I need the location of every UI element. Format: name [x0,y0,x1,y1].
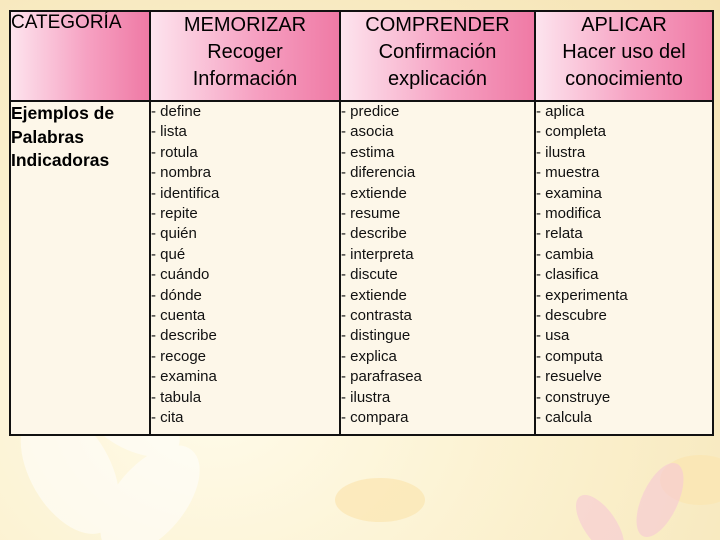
understand-header-line: Confirmación [378,41,497,63]
row-label-cell [10,101,150,435]
indicator-word: - cita [151,409,184,427]
indicator-word: - modifica [536,205,602,223]
indicator-word: - experimenta [536,286,628,304]
indicator-word: - distingue [341,327,411,345]
indicator-word: - aplica [536,103,585,120]
indicator-word: - extiende [341,286,407,304]
indicator-word: - examina [536,184,602,202]
row-label-line: Indicadoras [11,150,110,170]
understand-header [340,11,535,101]
indicator-word: - resuelve [536,368,602,386]
header-row [10,11,713,101]
indicator-word: - parafrasea [341,368,422,386]
apply-header-line: Hacer uso del [562,41,686,63]
indicator-word: - define [151,103,202,120]
apply-header-line: conocimiento [565,68,683,90]
indicator-word: - diferencia [341,164,416,182]
indicator-word: - dónde [151,286,202,304]
indicator-word: - repite [151,205,198,223]
indicator-word: - describe [151,327,217,345]
memorize-header-line: Información [192,68,298,90]
apply-header [535,11,713,101]
indicator-word: - examina [151,368,217,386]
indicator-word: - compara [341,409,409,427]
indicator-word: - quién [151,225,197,243]
indicator-word: - descubre [536,307,607,325]
blooms-taxonomy-table [9,10,714,436]
indicator-word: - recoge [151,347,207,365]
indicator-word: - usa [536,327,570,345]
indicator-word: - identifica [151,184,220,202]
row-label-line: Ejemplos de [11,103,115,123]
indicator-word: - computa [536,347,603,365]
indicator-word: - describe [341,225,407,243]
understand-header-line: explicación [388,68,487,90]
apply-header-line: APLICAR [581,14,667,36]
examples-row [10,101,713,435]
indicator-word: - relata [536,225,583,243]
indicator-word: - cuenta [151,307,206,325]
indicator-word: - interpreta [341,245,414,263]
indicator-word: - contrasta [341,307,412,325]
indicator-word: - tabula [151,388,202,406]
understand-header-line: COMPRENDER [365,14,510,36]
indicator-word: - ilustra [536,143,586,161]
indicator-word: - predice [341,103,400,120]
indicator-word: - estima [341,143,395,161]
memorize-header-line: MEMORIZAR [183,14,307,36]
apply-words-cell [535,101,713,435]
memorize-words-cell [150,101,340,435]
indicator-word: - cuándo [151,266,210,284]
indicator-word: - muestra [536,164,600,182]
indicator-word: - nombra [151,164,212,182]
indicator-word: - explica [341,347,397,365]
indicator-word: - lista [151,123,187,141]
indicator-word: - calcula [536,409,592,427]
understand-words-cell [340,101,535,435]
indicator-word: - resume [341,205,401,223]
category-header: CATEGORÍA [10,11,150,101]
indicator-word: - asocia [341,123,394,141]
indicator-word: - extiende [341,184,407,202]
memorize-header-line: Recoger [207,41,283,63]
indicator-word: - cambia [536,245,594,263]
indicator-word: - discute [341,266,398,284]
indicator-word: - qué [151,245,186,263]
indicator-word: - ilustra [341,388,391,406]
row-label-line: Palabras [11,126,84,147]
indicator-word: - rotula [151,143,198,161]
indicator-word: - clasifica [536,266,599,284]
indicator-word: - completa [536,123,607,141]
indicator-word: - construye [536,388,611,406]
memorize-header [150,11,340,101]
